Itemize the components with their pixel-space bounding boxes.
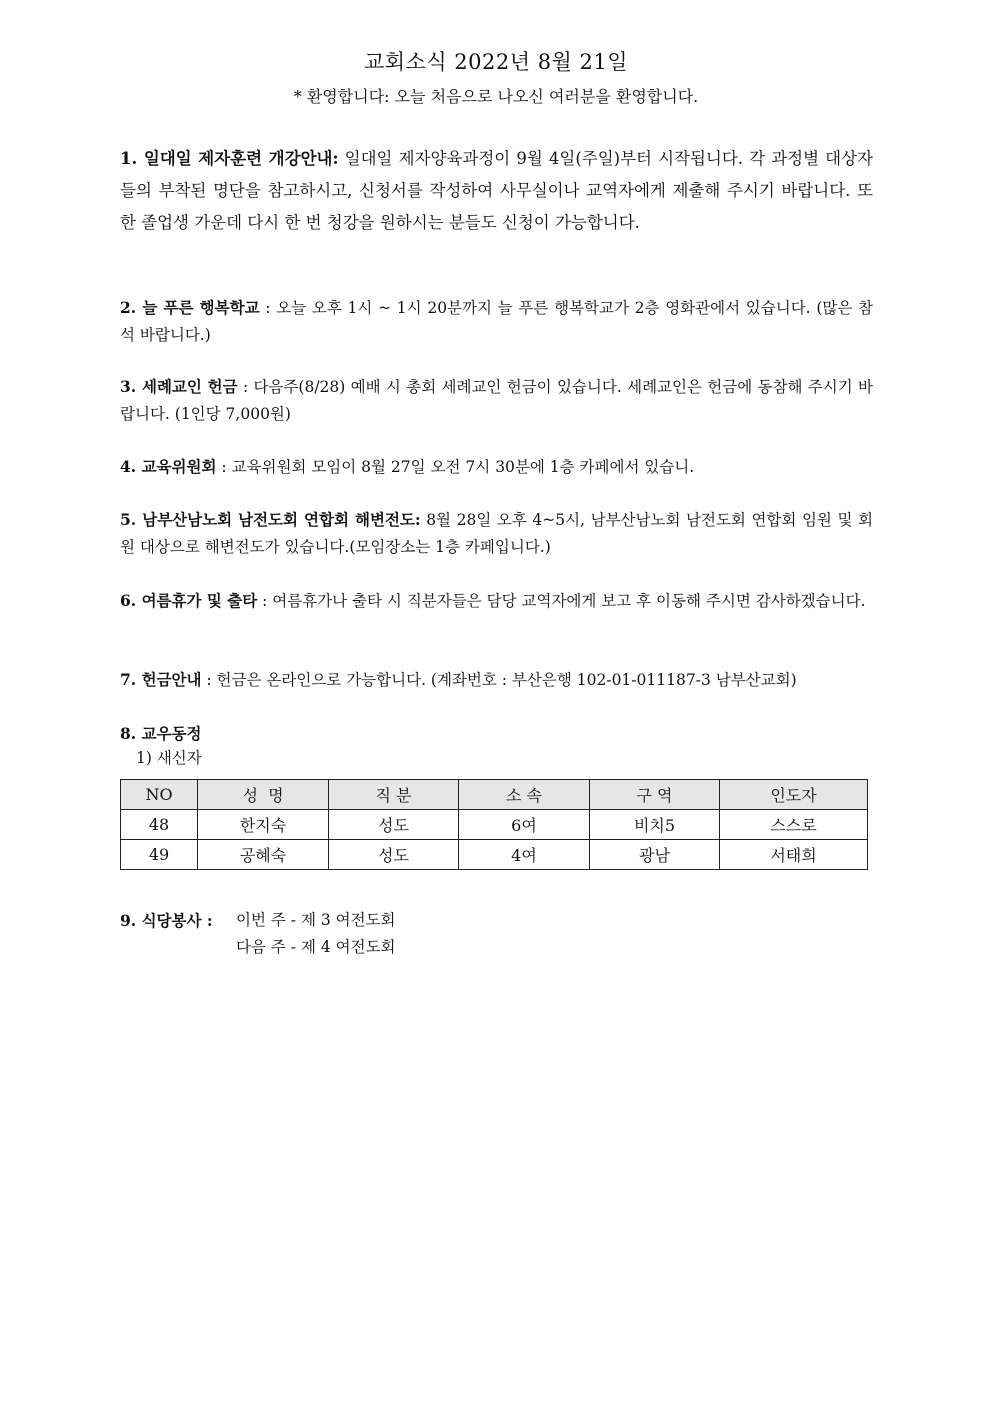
table-row — [121, 810, 868, 840]
newcomers-subheading: 1) 새신자 — [136, 749, 202, 767]
table-cell: 서태희 — [720, 840, 868, 870]
notice-text: 일대일 제자양육과정이 9월 4일(주일)부터 시작됩니다. 각 과정별 대상자들의 부착된 명단을 참고하시고, 신청서를 작성하여 사무실이나 교역자에게 제출해 주시기 바랍니다. 또한 졸업생 가운데 다시 한 번 청강을 원하시는 분들도 신청이 가능합니다. — [120, 149, 873, 232]
column-header: 소 속 — [459, 780, 590, 810]
kitchen-service-label — [120, 907, 213, 935]
table-row — [121, 840, 868, 870]
column-header: NO — [121, 780, 198, 810]
table-cell: 스스로 — [720, 810, 868, 840]
kitchen-service-heading: 9. 식당봉사 : — [120, 911, 213, 930]
column-header: 인도자 — [720, 780, 868, 810]
notice-heading: 6. 여름휴가 및 출타 — [120, 591, 258, 610]
welcome-message: * 환영합니다: 오늘 처음으로 나오신 여러분을 환영합니다. — [293, 87, 699, 106]
table-cell: 광남 — [590, 840, 720, 870]
notice-5 — [120, 506, 873, 561]
table-cell: 49 — [121, 840, 198, 870]
notice-4 — [120, 453, 873, 481]
notice-8 — [120, 720, 873, 748]
notice-text: : 교육위원회 모임이 8월 27일 오전 7시 30분에 1층 카페에서 있습니. — [216, 458, 695, 476]
page-title: 교회소식 2022년 8월 21일 — [363, 50, 629, 74]
notice-heading: 8. 교우동정 — [120, 724, 202, 743]
table-cell: 공혜숙 — [198, 840, 329, 870]
kitchen-service-schedule — [236, 907, 396, 961]
column-header: 구 역 — [590, 780, 720, 810]
table-cell: 한지숙 — [198, 810, 329, 840]
table-cell: 4여 — [459, 840, 590, 870]
notice-heading: 4. 교육위원회 — [120, 457, 217, 476]
notice-heading: 2. 늘 푸른 행복학교 — [120, 298, 260, 317]
kitchen-service-this-week: 이번 주 - 제 3 여전도회 — [236, 911, 396, 929]
column-header: 성 명 — [198, 780, 329, 810]
notice-heading: 7. 헌금안내 — [120, 670, 202, 689]
notice-3 — [120, 373, 873, 428]
notice-text: : 여름휴가나 출타 시 직분자들은 담당 교역자에게 보고 후 이동해 주시면 감사하겠습니다. — [257, 592, 866, 610]
newcomers-table — [120, 779, 868, 870]
table-header-row — [121, 780, 868, 810]
table-cell: 48 — [121, 810, 198, 840]
notice-heading: 3. 세례교인 헌금 — [120, 377, 238, 396]
notice-text: : 헌금은 온라인으로 가능합니다. (계좌번호 : 부산은행 102-01-011187-3 남부산교회) — [201, 671, 797, 689]
table-cell: 성도 — [329, 810, 459, 840]
notice-text: : 오늘 오후 1시 ~ 1시 20분까지 늘 푸른 행복학교가 2층 영화관에서 있습니다. (많은 참석 바랍니다.) — [120, 299, 874, 344]
table-cell: 6여 — [459, 810, 590, 840]
notice-7 — [120, 666, 873, 694]
notice-heading: 1. 일대일 제자훈련 개강안내: — [120, 149, 339, 168]
notice-heading: 5. 남부산남노회 남전도회 연합회 해변전도: — [120, 510, 421, 529]
notice-1 — [120, 143, 873, 239]
table-cell: 성도 — [329, 840, 459, 870]
table-cell: 비치5 — [590, 810, 720, 840]
notice-text: 8월 28일 오후 4~5시, 남부산남노회 남전도회 연합회 임원 및 회원 대상으로 해변전도가 있습니다.(모임장소는 1층 카페입니다.) — [120, 511, 873, 556]
kitchen-service-next-week: 다음 주 - 제 4 여전도회 — [236, 938, 396, 956]
notice-2 — [120, 294, 873, 349]
notice-6 — [120, 587, 873, 615]
column-header: 직 분 — [329, 780, 459, 810]
notice-text: : 다음주(8/28) 예배 시 총회 세례교인 헌금이 있습니다. 세례교인은 헌금에 동참해 주시기 바랍니다. (1인당 7,000원) — [120, 378, 874, 423]
